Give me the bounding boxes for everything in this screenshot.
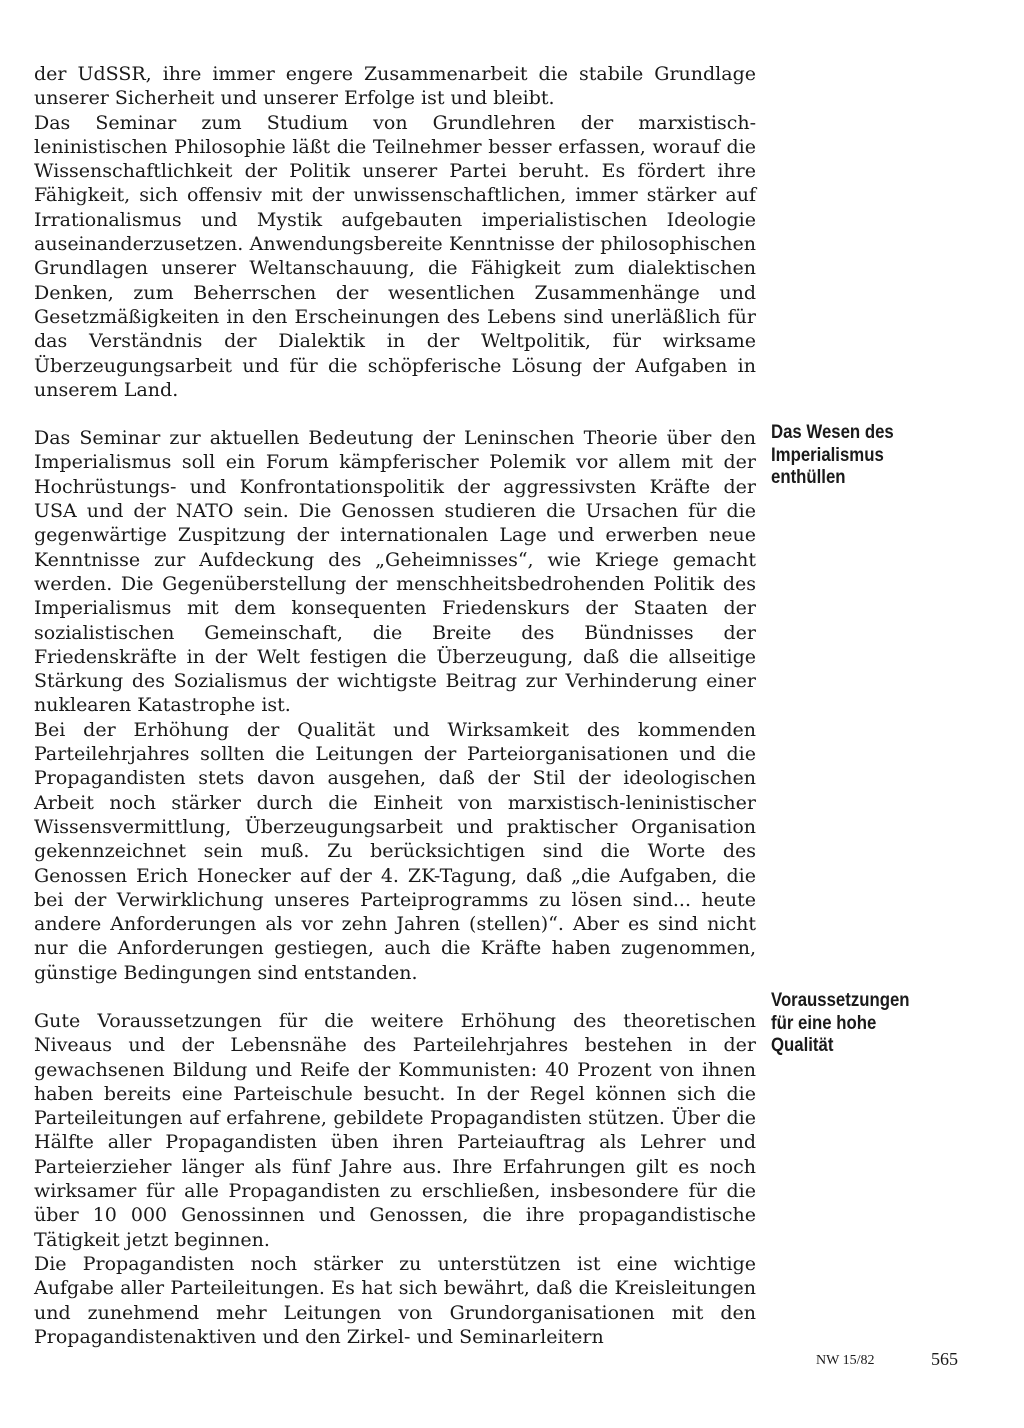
paragraph-gap [34, 985, 756, 1009]
paragraph-imperialism-seminar: Das Seminar zur aktuellen Bedeutung der Leninschen Theorie über den Imperialismus soll ein Forum kämpferischer Polemik vor allem mit der Hochrüstungs- und Konfrontationspolitik der aggressivsten Kräfte der USA und der NATO sein. Die Genossen studieren die Ursachen für die gegenwärtige Zuspitzung der internationalen Lage und erwerben neue Kenntnisse zur Aufdeckung des „Geheimnisses“, wie Kriege gemacht werden. Die Gegenüberstellung der menschheitsbedrohenden Politik des Imperialismus mit dem konsequenten Friedenskurs der Staaten der sozialistischen Gemeinschaft, die Breite des Bündnisses der Friedenskräfte in der Welt festigen die Überzeugung, daß die allseitige Stärkung des Sozialismus der wichtigste Beitrag zur Verhinderung einer nuklearen Katastrophe ist. [34, 427, 756, 717]
page-number: 565 [931, 1349, 958, 1369]
paragraph-gap [34, 402, 756, 426]
marginal-line: Imperialismus [771, 443, 884, 466]
marginal-heading-imperialism [771, 421, 952, 489]
paragraph-philosophy-seminar: Das Seminar zum Studium von Grundlehren der marxistisch-leninistischen Philosophie läßt die Teilnehmer besser erfassen, worauf die Wissenschaftlichkeit der Politik unserer Partei beruht. Es fördert ihre Fähigkeit, sich offensiv mit der unwissenschaftlichen, immer stärker auf Irrationalismus und Mystik aufgebauten imperialistischen Ideologie auseinanderzusetzen. Anwendungsbereite Kenntnisse der philosophischen Grundlagen unserer Weltanschauung, die Fähigkeit zum dialektischen Denken, zum Beherrschen der wesentlichen Zusammenhänge und Gesetzmäßigkeiten in den Erscheinungen des Lebens sind unerläßlich für das Verständnis der Dialektik in der Weltpolitik, für wirksame Überzeugungsarbeit und für die schöpferische Lösung der Aufgaben in unserem Land. [34, 111, 756, 401]
paragraph-quality-effectiveness: Bei der Erhöhung der Qualität und Wirksamkeit des kommenden Parteilehrjahres sollten die Leitungen der Parteiorganisationen und die Propagandisten stets davon ausgehen, daß der Stil der ideologischen Arbeit noch stärker durch die Einheit von marxistisch-leninistischer Wissensvermittlung, Überzeugungsarbeit und praktischer Organisation gekennzeichnet sein muß. Zu berücksichtigen sind die Worte des Genossen Erich Honecker auf der 4. ZK-Tagung, daß „die Aufgaben, die bei der Verwirklichung unseres Parteiprogramms zu lösen sind... heute andere Anforderungen als vor zehn Jahren (stellen)“. Aber es sind nicht nur die Anforderungen gestiegen, auch die Kräfte haben zugenommen, günstige Bedingungen sind entstanden. [34, 718, 756, 984]
paragraph-support-propagandists: Die Propagandisten noch stärker zu unterstützen ist eine wichtige Aufgabe aller Parteileitungen. Es hat sich bewährt, daß die Kreisleitungen und zunehmend mehr Leitungen von Grundorganisationen mit den Propagandistenaktiven und den Zirkel- und Seminarleitern [34, 1252, 756, 1348]
paragraph-continuation: der UdSSR, ihre immer engere Zusammenarbeit die stabile Grundlage unserer Sicherheit und unserer Erfolge ist und bleibt. [34, 63, 756, 110]
issue-number: NW 15/82 [816, 1353, 875, 1368]
marginal-line: Qualität [771, 1034, 834, 1056]
marginal-heading-preconditions [771, 989, 952, 1057]
marginal-line: Das Wesen des [771, 421, 894, 443]
main-text-column [34, 62, 756, 1349]
paragraph-preconditions: Gute Voraussetzungen für die weitere Erhöhung des theoretischen Niveaus und der Lebensnähe des Parteilehrjahres bestehen in der gewachsenen Bildung und Reife der Kommunisten: 40 Prozent von ihnen haben bereits eine Parteischule besucht. In der Regel können sich die Parteileitungen auf erfahrene, gebildete Propagandisten stützen. Über die Hälfte aller Propagandisten üben ihren Parteiauftrag als Lehrer und Parteierzieher länger als fünf Jahre aus. Ihre Erfahrungen gilt es noch wirksamer für alle Propagandisten zu erschließen, insbesondere für die über 10 000 Genossinnen und Genossen, die ihre propagandistische Tätigkeit jetzt beginnen. [34, 1009, 756, 1251]
marginal-line: enthüllen [771, 466, 846, 488]
marginal-line: Voraussetzungen [771, 989, 910, 1011]
marginal-line: für eine hohe [771, 1011, 877, 1034]
